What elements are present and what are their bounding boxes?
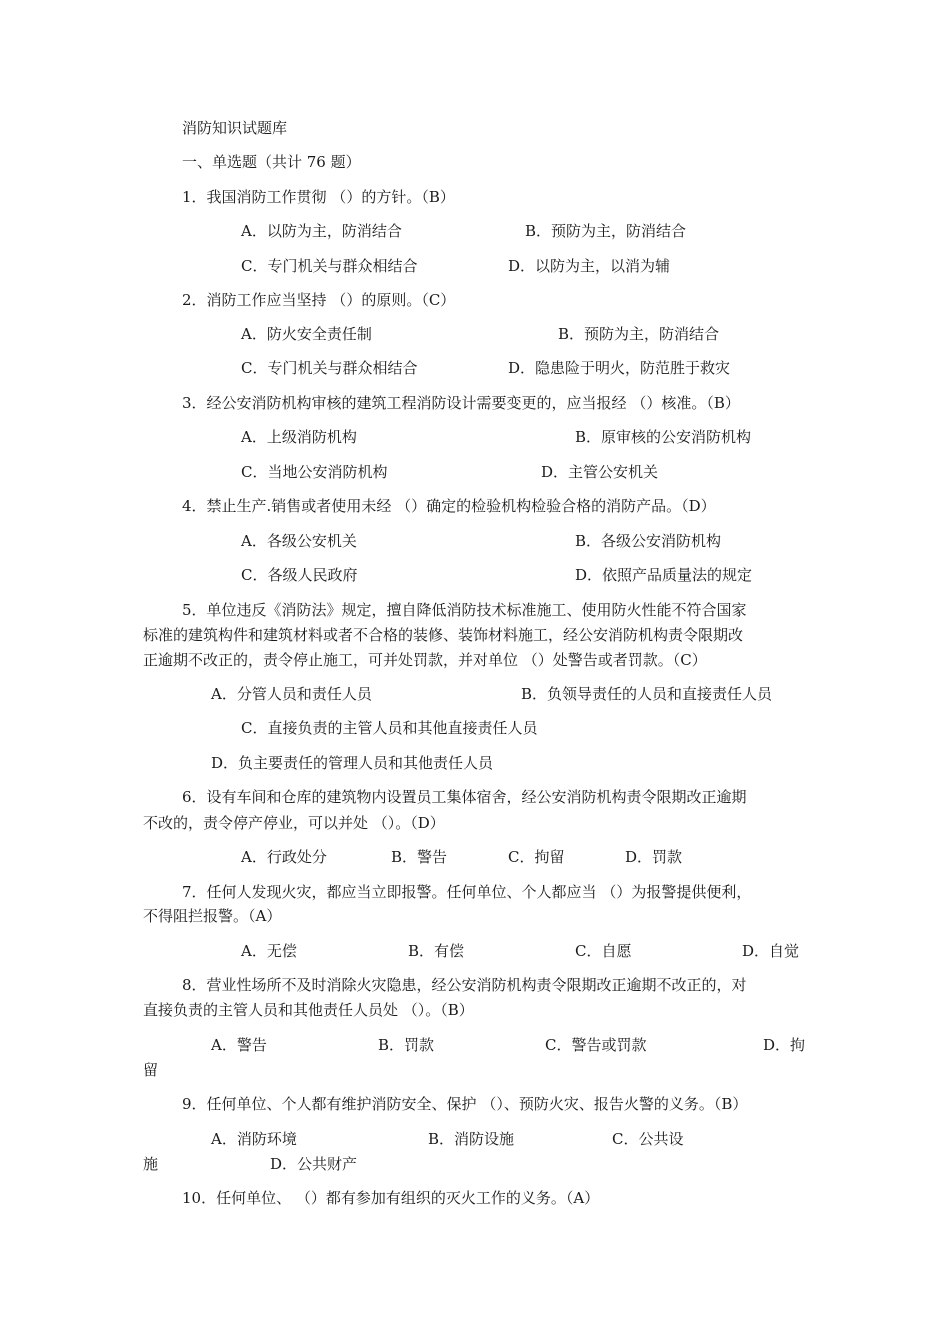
doc-title: 消防知识试题库 xyxy=(182,119,288,137)
question-1-option-c: C．专门机关与群众相结合 xyxy=(241,257,418,275)
question-6-stem-line-1: 6．设有车间和仓库的建筑物内设置员工集体宿舍，经公安消防机构责令限期改正逾期 xyxy=(182,788,747,806)
question-5-stem-line-3: 正逾期不改正的，责令停止施工，可并处罚款，并对单位 （）处警告或者罚款。（C） xyxy=(143,651,707,669)
question-4-option-b: B．各级公安消防机构 xyxy=(575,532,722,550)
question-6-stem-line-2: 不改的，责令停产停业，可以并处 （）。（D） xyxy=(143,814,445,832)
question-7-option-c: C．自愿 xyxy=(575,942,632,960)
question-2-option-d: D．隐患险于明火，防范胜于救灾 xyxy=(508,359,731,377)
question-1-option-d: D．以防为主，以消为辅 xyxy=(508,257,671,275)
question-6-option-b: B．警告 xyxy=(391,848,448,866)
question-1-option-a: A．以防为主，防消结合 xyxy=(241,222,402,240)
question-7-option-a: A．无偿 xyxy=(241,942,297,960)
question-1-stem: 1．我国消防工作贯彻 （）的方针。（B） xyxy=(182,188,455,206)
question-8-stem-line-1: 8．营业性场所不及时消除火灾隐患，经公安消防机构责令限期改正逾期不改正的，对 xyxy=(182,976,747,994)
question-5-stem-line-1: 5．单位违反《消防法》规定，擅自降低消防技术标准施工、使用防火性能不符合国家 xyxy=(182,601,747,619)
question-3-option-d: D．主管公安机关 xyxy=(541,463,659,481)
question-9-option-c-wrap: 施 xyxy=(143,1155,159,1173)
question-5-option-a: A．分管人员和责任人员 xyxy=(211,685,372,703)
question-9-option-a: A．消防环境 xyxy=(211,1130,297,1148)
question-4-option-a: A．各级公安机关 xyxy=(241,532,357,550)
question-8-option-d-wrap: 留 xyxy=(143,1061,159,1079)
question-4-option-d: D．依照产品质量法的规定 xyxy=(575,566,753,584)
question-8-option-c: C．警告或罚款 xyxy=(545,1036,647,1054)
question-2-option-a: A．防火安全责任制 xyxy=(241,325,372,343)
question-2-option-c: C．专门机关与群众相结合 xyxy=(241,359,418,377)
question-4-stem: 4．禁止生产.销售或者使用未经 （）确定的检验机构检验合格的消防产品。（D） xyxy=(182,497,716,515)
question-4-option-c: C．各级人民政府 xyxy=(241,566,358,584)
question-6-option-d: D．罚款 xyxy=(625,848,683,866)
question-2-option-b: B．预防为主，防消结合 xyxy=(558,325,720,343)
question-1-option-b: B．预防为主，防消结合 xyxy=(525,222,687,240)
question-10-stem: 10．任何单位、 （）都有参加有组织的灭火工作的义务。（A） xyxy=(182,1189,600,1207)
question-7-stem-line-2: 不得阻拦报警。（A） xyxy=(143,907,282,925)
question-3-option-b: B．原审核的公安消防机构 xyxy=(575,428,752,446)
question-6-option-a: A．行政处分 xyxy=(241,848,327,866)
question-8-stem-line-2: 直接负责的主管人员和其他责任人员处 （）。（B） xyxy=(143,1001,474,1019)
question-8-option-a: A．警告 xyxy=(211,1036,267,1054)
question-7-option-d: D．自觉 xyxy=(742,942,800,960)
question-7-option-b: B．有偿 xyxy=(408,942,465,960)
question-8-option-b: B．罚款 xyxy=(378,1036,435,1054)
question-5-stem-line-2: 标准的建筑构件和建筑材料或者不合格的装修、装饰材料施工，经公安消防机构责令限期改 xyxy=(143,626,744,644)
question-8-option-d: D．拘 xyxy=(763,1036,806,1054)
question-5-option-d: D．负主要责任的管理人员和其他责任人员 xyxy=(211,754,494,772)
question-5-option-c: C．直接负责的主管人员和其他直接责任人员 xyxy=(241,719,538,737)
question-5-option-b: B．负领导责任的人员和直接责任人员 xyxy=(521,685,773,703)
question-9-option-d: D．公共财产 xyxy=(270,1155,358,1173)
question-9-option-c: C．公共设 xyxy=(612,1130,684,1148)
question-3-option-c: C．当地公安消防机构 xyxy=(241,463,388,481)
question-3-option-a: A．上级消防机构 xyxy=(241,428,357,446)
question-9-stem: 9．任何单位、个人都有维护消防安全、保护 （）、预防火灾、报告火警的义务。（B） xyxy=(182,1095,748,1113)
question-3-stem: 3．经公安消防机构审核的建筑工程消防设计需要变更的，应当报经 （）核准。（B） xyxy=(182,394,740,412)
section-heading: 一、单选题（共计 76 题） xyxy=(182,153,361,171)
question-6-option-c: C．拘留 xyxy=(508,848,565,866)
question-7-stem-line-1: 7．任何人发现火灾，都应当立即报警。任何单位、个人都应当 （）为报警提供便利， xyxy=(182,883,752,901)
question-9-option-b: B．消防设施 xyxy=(428,1130,515,1148)
question-2-stem: 2．消防工作应当坚持 （）的原则。（C） xyxy=(182,291,456,309)
